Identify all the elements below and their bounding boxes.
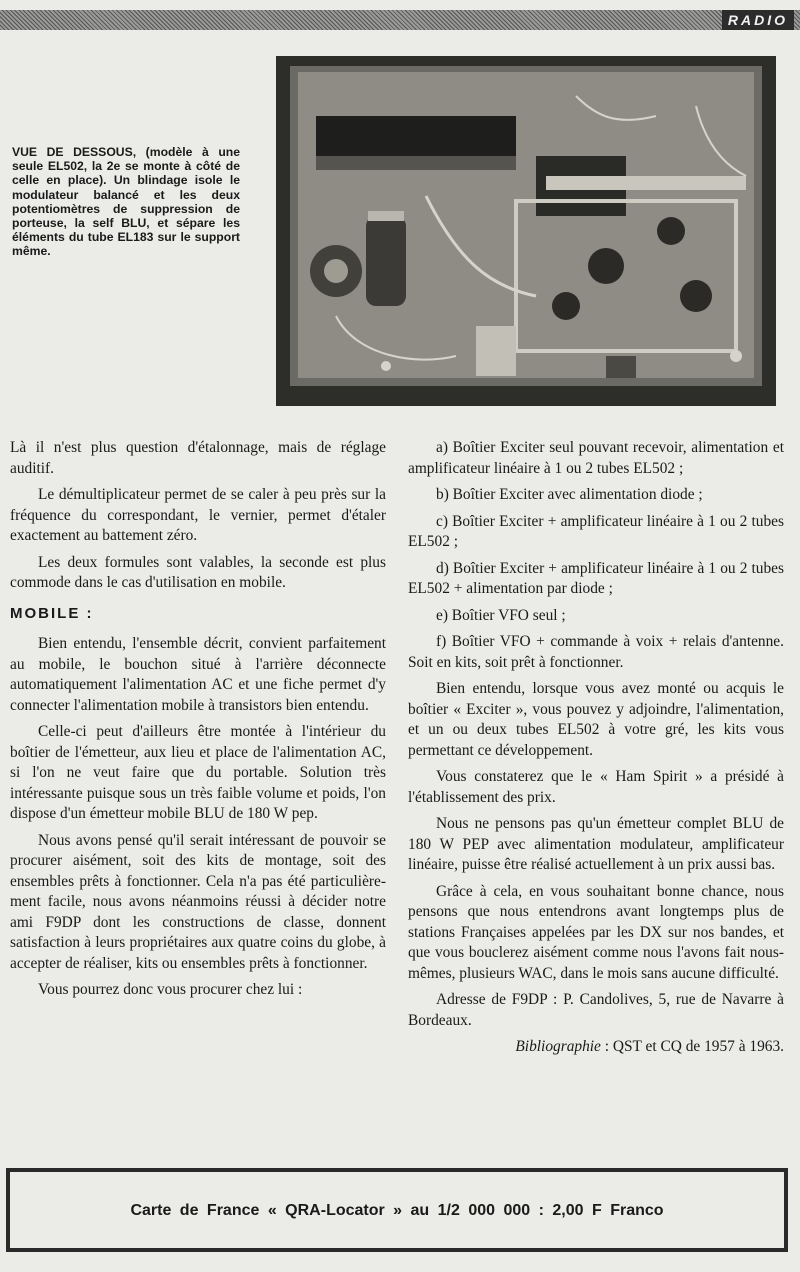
paragraph: Celle-ci peut d'ailleurs être montée à l'intérieur du boîtier de l'émetteur, aux lieu et place de l'alimentation AC, si l'on ne veut faire que du portable. Solution très intéressante puisque sous un très faible volume et poids, l'on dispose d'un émetteur mobile BLU de 180 W pep.: [10, 723, 386, 822]
paragraph: Le démultiplicateur permet de se caler à peu près sur la fréquence du correspondant, le vernier, permet d'étaler exactement au battement zéro.: [10, 486, 386, 544]
list-item: c) Boîtier Exciter + amplificateur linéaire à 1 ou 2 tubes EL502 ;: [408, 512, 784, 550]
paragraph: Bien entendu, lorsque vous avez monté ou acquis le boîtier « Exciter », vous pouvez y adjoindre, l'alimentation, et un ou deux tubes EL502 à votre gré, les kits vous permettant ce développement.: [408, 680, 784, 759]
list-item: b) Boîtier Exciter avec alimentation diode ;: [436, 486, 703, 503]
paragraph: Là il n'est plus question d'étalonnage, mais de réglage auditif.: [10, 439, 386, 477]
caption-rest: (modèle à une seule EL502, la 2e se monte à côté de celle en place). Un blindage isole le modulateur balancé et les deux potentiomètres de suppression de porteuse, la self BLU, et sépare les éléments du tube EL183 sur le support même.: [12, 145, 240, 259]
advert-text: Carte de France « QRA-Locator » au 1/2 000 000 : 2,00 F Franco: [130, 1202, 664, 1219]
caption-lead: VUE DE DESSOUS,: [12, 145, 137, 159]
left-column: [10, 438, 386, 1007]
list-item: f) Boîtier VFO + commande à voix + relais d'antenne. Soit en kits, soit prêt à fonctionner.: [408, 633, 784, 671]
bibliography-label: Bibliographie: [515, 1038, 601, 1055]
right-column: [408, 438, 784, 1064]
advert-box: [6, 1168, 788, 1252]
address: Adresse de F9DP : P. Candolives, 5, rue de Navarre à Bordeaux.: [408, 991, 784, 1029]
section-heading-mobile: MOBILE :: [10, 604, 94, 622]
list-item: d) Boîtier Exciter + amplificateur linéaire à 1 ou 2 tubes EL502 + alimentation par diode ;: [408, 559, 784, 597]
paragraph: Nous avons pensé qu'il serait intéressant de pouvoir se procurer aisément, soit des kits de montage, soit des ensembles prêts à fonctionner. Cela n'a pas été particulièrement facile, nous avons néanmoins réussi à décider notre ami F9DP dont les constructions de classe, donnent satisfaction à leurs propriétaires aux quatre coins du globe, à accepter de réaliser, kits ou ensembles prêts à fonctionner.: [10, 831, 386, 972]
section-label: RADIO: [722, 10, 794, 30]
figure-caption: [12, 145, 240, 259]
paragraph: Vous constaterez que le « Ham Spirit » a présidé à l'établissement des prix.: [408, 768, 784, 806]
header-band: [0, 10, 800, 30]
paragraph: Les deux formules sont valables, la seconde est plus commode dans le cas d'utilisation en mobile.: [10, 553, 386, 591]
bibliography: [408, 1037, 784, 1058]
chassis-illustration: [276, 56, 776, 406]
paragraph: Bien entendu, l'ensemble décrit, convient parfaitement au mobile, le bouchon situé à l'arrière déconnecte automatiquement l'alimentation AC et une fiche permet d'y connecter l'alimentation mobile à transistors bien entendu.: [10, 635, 386, 714]
paragraph: Nous ne pensons pas qu'un émetteur complet BLU de 180 W PEP avec alimentation modulateur, amplificateur linéaire, puisse être réalisé actuellement à un prix aussi bas.: [408, 815, 784, 873]
bibliography-text: : QST et CQ de 1957 à 1963.: [600, 1038, 784, 1055]
chassis-photo: [276, 56, 776, 406]
list-item: e) Boîtier VFO seul ;: [436, 606, 566, 624]
paragraph: Grâce à cela, en vous souhaitant bonne chance, nous pensons que nous entendrons avant longtemps plus de stations Françaises appelées par les DX sur nos bandes, et que vous bouclerez aisément comme nous l'avons fait nous-mêmes, plusieurs WAC, dans le mois sans aucune difficulté.: [408, 882, 784, 982]
paragraph: Vous pourrez donc vous procurer chez lui :: [38, 981, 303, 998]
list-item: a) Boîtier Exciter seul pouvant recevoir, alimentation et amplificateur linéaire à 1 ou 2 tubes EL502 ;: [408, 439, 784, 477]
